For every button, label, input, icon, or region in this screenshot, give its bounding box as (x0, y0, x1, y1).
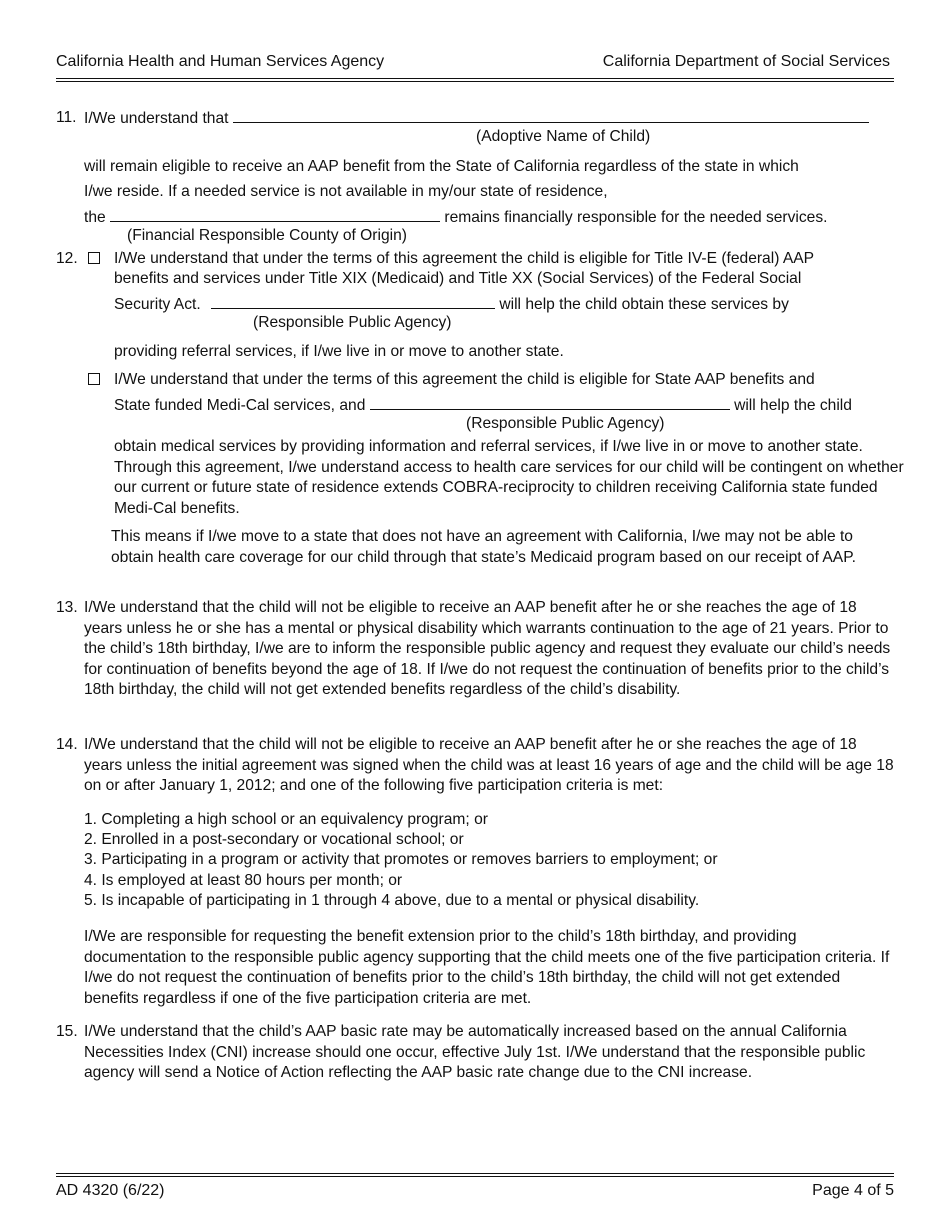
agency-field-a[interactable] (211, 294, 495, 309)
item-11-number: 11. (56, 109, 77, 126)
item-11-line3: I/we reside. If a needed service is not available in my/our state of residence, (84, 183, 608, 200)
footer-page-number: Page 4 of 5 (812, 1182, 894, 1199)
item-11-line4-post: remains financially responsible for the needed services. (444, 209, 828, 226)
caption-agency-b: (Responsible Public Agency) (466, 415, 665, 432)
item-14-text: I/We understand that the child will not be eligible to receive an AAP benefit after he or she reaches the age of 18 years unless the initial agreement was signed when the child was at least 16 years of age and the child will be age 18 on or after January 1, 2012; and one of the following five participation criteria is met: (84, 736, 894, 794)
agency-field-b[interactable] (370, 395, 730, 410)
footer-form-id: AD 4320 (6/22) (56, 1182, 165, 1199)
item-12b-line2-post: will help the child (734, 397, 852, 414)
item-12a-line2: benefits and services under Title XIX (Medicaid) and Title XX (Social Services) of the Federal Social (114, 270, 802, 287)
item-13-number: 13. (56, 599, 78, 616)
criteria-item: 2. Enrolled in a post-secondary or vocational school; or (84, 831, 464, 848)
caption-agency-a: (Responsible Public Agency) (253, 314, 452, 331)
caption-child-name: (Adoptive Name of Child) (476, 128, 651, 145)
caption-county: (Financial Responsible County of Origin) (127, 227, 407, 244)
federal-aap-checkbox[interactable] (88, 249, 100, 270)
state-aap-checkbox[interactable] (88, 370, 100, 391)
county-field[interactable] (110, 207, 440, 222)
criteria-item: 1. Completing a high school or an equivalency program; or (84, 811, 488, 828)
item-12a-line3-pre: Security Act. (114, 296, 201, 313)
item-15-text: I/We understand that the child’s AAP basic rate may be automatically increased based on the annual California Necessities Index (CNI) increase should one occur, effective July 1st. I/We understand that the responsible public agency will send a Notice of Action reflecting the AAP basic rate change due to the CNI increase. (84, 1023, 866, 1081)
item-11-lead-text: I/We understand that (84, 110, 229, 127)
item-14-number: 14. (56, 736, 78, 753)
item-13-text: I/We understand that the child will not be eligible to receive an AAP benefit after he or she reaches the age of 18 years unless he or she has a mental or physical disability which warrants continuation to the age of 21 years. Prior to the child’s 18th birthday, I/we are to inform the responsible public agency and request they evaluate our child’s needs for continuation of benefits beyond the age of 18. If I/we do not request the continuation of benefits prior to the child’s 18th birthday, the child will not get extended benefits regardless of the child’s disability. (84, 599, 891, 698)
header-agency: California Health and Human Services Agency (56, 53, 385, 70)
item-12a-line1: I/We understand that under the terms of this agreement the child is eligible for Title IV-E (federal) AAP (114, 250, 815, 267)
header-divider (56, 78, 894, 82)
header-department: California Department of Social Services (602, 53, 890, 70)
item-14-closing: I/We are responsible for requesting the benefit extension prior to the child’s 18th birthday, and providing documentation to the responsible public agency supporting that the child meets one of the five participation criteria. If I/we do not request the continuation of benefits prior to the child’s 18th birthday, the child will not get extended benefits regardless if one of the five participation criteria are met. (84, 928, 890, 1007)
item-12-number: 12. (56, 250, 78, 267)
item-15-number: 15. (56, 1023, 78, 1040)
item-12b-paragraph: obtain medical services by providing information and referral services, if I/we live in or move to another state. Through this agreement, I/we understand access to health care services for our child will be contingent on whether our current or future state of residence extends COBRA-reciprocity to children receiving California state funded Medi-Cal benefits. (114, 438, 904, 517)
item-12b-line2-pre: State funded Medi-Cal services, and (114, 397, 366, 414)
footer-divider (56, 1173, 894, 1177)
criteria-item: 3. Participating in a program or activity that promotes or removes barriers to employment; or (84, 851, 718, 868)
item-12a-line3-post: will help the child obtain these services by (499, 296, 789, 313)
item-11-line2: will remain eligible to receive an AAP benefit from the State of California regardless of the state in which (84, 158, 799, 175)
item-11-line4-pre: the (84, 209, 106, 226)
criteria-item: 5. Is incapable of participating in 1 through 4 above, due to a mental or physical disability. (84, 892, 700, 909)
criteria-item: 4. Is employed at least 80 hours per month; or (84, 872, 403, 889)
child-name-field[interactable] (233, 108, 869, 123)
item-12b-paragraph-2: This means if I/we move to a state that does not have an agreement with California, I/we may not be able to obtain health care coverage for our child through that state’s Medicaid program based on our receipt of AAP. (111, 528, 856, 566)
item-12b-line1: I/We understand that under the terms of this agreement the child is eligible for State AAP benefits and (114, 371, 815, 388)
item-12a-line4: providing referral services, if I/we live in or move to another state. (114, 343, 564, 360)
